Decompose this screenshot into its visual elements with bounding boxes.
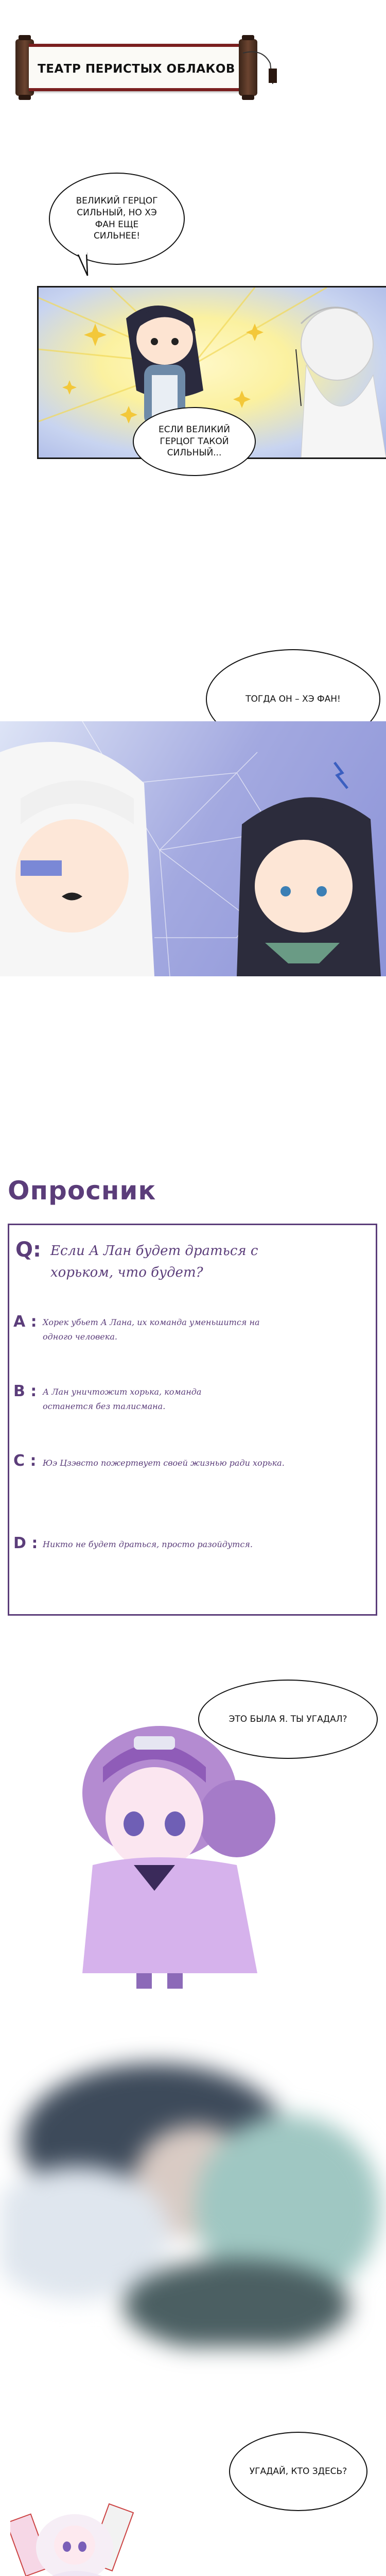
- quiz-box: [8, 1224, 377, 1616]
- page-title: ТЕАТР ПЕРИСТЫХ ОБЛАКОВ: [38, 62, 235, 76]
- speech-bubble-middle: [133, 407, 256, 476]
- option-c-letter: C :: [13, 1452, 37, 1470]
- option-a-letter: A :: [13, 1313, 37, 1331]
- comic-panel-2: [0, 721, 386, 976]
- speech-text: ЕСЛИ ВЕЛИКИЙ ГЕРЦОГ ТАКОЙ СИЛЬНЫЙ...: [159, 424, 230, 459]
- scroll-paper: [29, 44, 244, 91]
- option-b-letter: B :: [13, 1382, 37, 1400]
- option-a-text: Хорек убьет А Лана, их команда уменьшится на одного человека.: [43, 1317, 260, 1342]
- character-sticker: [10, 2501, 139, 2576]
- bubble-tail: [72, 252, 93, 278]
- panel-2-art: [0, 721, 386, 976]
- quiz-heading: Опросник: [8, 1176, 156, 1206]
- option-d-text: Никто не будет драться, просто разойдутся.: [43, 1539, 253, 1549]
- option-b-text: А Лан уничтожит хорька, команда останется без талисмана.: [43, 1387, 202, 1411]
- purple-character-art: [51, 1716, 309, 2004]
- question-text: Если А Лан будет драться с хорьком, что будет?: [50, 1243, 258, 1280]
- blurred-mystery-figure: [0, 2038, 386, 2347]
- option-d-letter: D :: [13, 1534, 38, 1552]
- speech-bubble-top: [49, 173, 185, 265]
- speech-text: ТОГДА ОН – ХЭ ФАН!: [245, 693, 341, 704]
- title-scroll: [15, 44, 257, 91]
- hanging-cord-icon: [242, 48, 278, 89]
- speech-text: ЭТО БЫЛА Я. ТЫ УГАДАЛ?: [229, 1714, 347, 1724]
- speech-text: ВЕЛИКИЙ ГЕРЦОГ СИЛЬНЫЙ, НО ХЭ ФАН ЕЩЕ СИЛЬНЕЕ!: [76, 195, 158, 242]
- speech-text: УГАДАЙ, КТО ЗДЕСЬ?: [249, 2466, 347, 2477]
- option-c-text: Юэ Цзэвсто пожертвует своей жизнью ради хорька.: [43, 1458, 285, 1468]
- question-label: Q:: [15, 1238, 41, 1262]
- speech-bubble-guess: [229, 2432, 367, 2511]
